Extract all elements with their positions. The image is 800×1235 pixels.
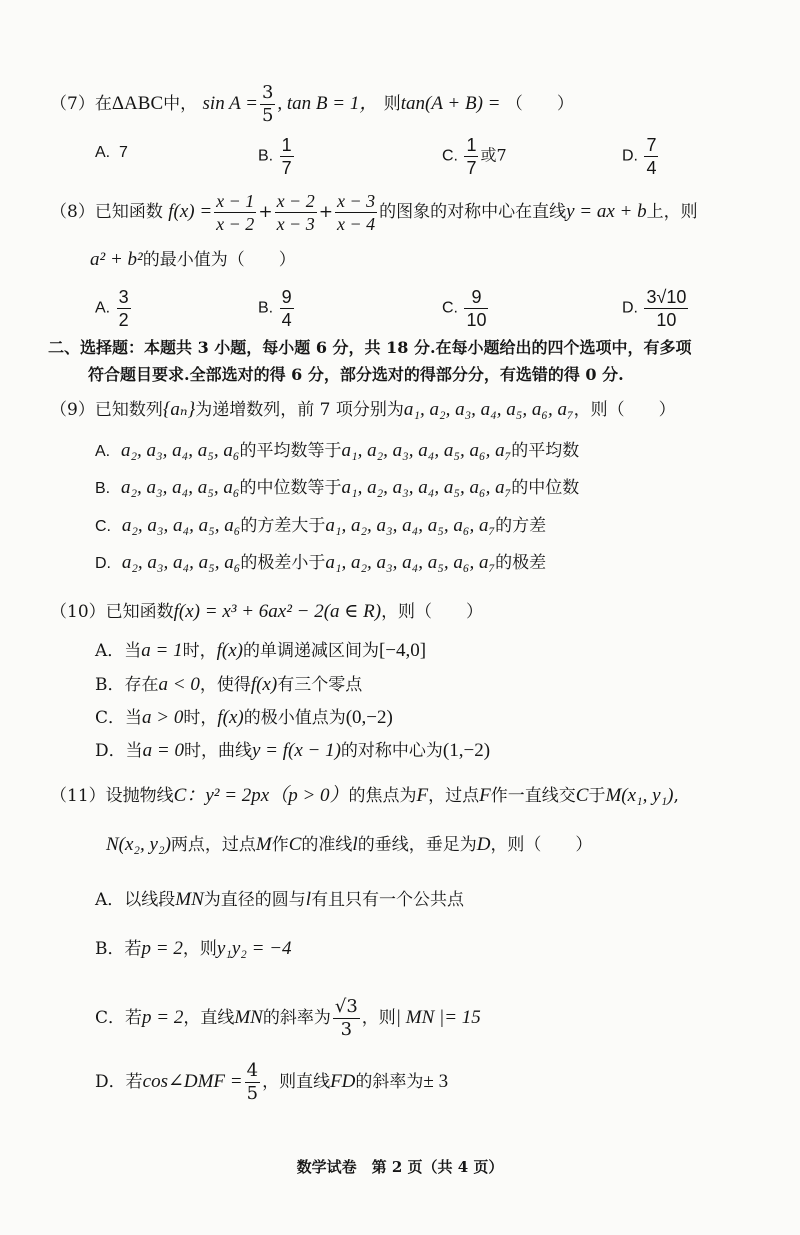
q8-option-c-fraction (464, 286, 488, 331)
q11-line2-a: 两点，过点 (170, 835, 256, 855)
q8-option-b-num: 9 (281, 287, 292, 307)
q8-option-b-fraction (280, 286, 294, 331)
q10-c-cond: a > 0 (142, 707, 184, 728)
q10-b-text: 有三个零点 (277, 675, 363, 695)
q10-c-val: (0,−2) (345, 707, 393, 728)
q8-option-c-den: 10 (466, 310, 487, 330)
q9-mid: 为递增数列，前 7 项分别为 (195, 400, 404, 420)
q7-prefix: （7）在 (50, 94, 112, 114)
q8-plus-2: + (318, 202, 333, 222)
q10-c-f: f(x) (217, 707, 244, 728)
q11-d-den: 5 (246, 1083, 259, 1104)
q11-c-MN: MN (234, 1007, 263, 1028)
q11-c-num: √3 (334, 996, 358, 1017)
q10-option-c (95, 708, 393, 727)
q7-tan-given: , tan B = 1， (277, 93, 379, 114)
q9-d-mid: 的极差小于 (240, 553, 326, 573)
q9-end: ，则（ ） (573, 400, 676, 420)
q9-option-b (95, 478, 579, 497)
q7-option-c-fraction (464, 134, 478, 179)
q9-option-d-label: D. (95, 555, 111, 572)
q11-a-prefix: A．以线段 (95, 890, 176, 910)
q8-end: 上，则 (646, 202, 698, 222)
q7-option-d (622, 134, 660, 179)
q7-sin-label: sin A = (202, 93, 258, 114)
q11-option-c (95, 996, 481, 1041)
q8-plus-1: + (258, 202, 273, 222)
q7-option-b-num: 1 (281, 135, 292, 155)
q8-fx: f(x) = (168, 201, 213, 222)
q8-line2-text: 的最小值为（ ） (142, 250, 296, 270)
q11-b-mid: ，则 (182, 939, 217, 959)
q10-a-f: f(x) (216, 640, 243, 661)
q9-c-mid: 的方差大于 (240, 516, 326, 536)
q8-stem-line2 (90, 250, 296, 269)
q7-stem (50, 82, 574, 127)
q11-c-fraction (333, 996, 360, 1041)
q8-option-d-fraction (644, 286, 688, 331)
q7-mid: 中， (163, 94, 198, 114)
q7-ask-text: 则 (383, 94, 401, 114)
q11-line2-d: 的垂线，垂足为 (357, 835, 477, 855)
q10-c-text: 的极小值点为 (243, 708, 346, 728)
q8-f1-num: x − 1 (216, 191, 255, 211)
q11-C3: C (288, 834, 302, 855)
q11-c-mid: ，直线 (183, 1008, 235, 1028)
q7-triangle: ΔABC (111, 93, 164, 114)
q11-focus-text: 的焦点为 (348, 786, 417, 806)
q11-d-val: ± 3 (423, 1071, 449, 1092)
q7-option-d-den: 4 (646, 158, 657, 178)
q11-line2-b: 作 (271, 835, 289, 855)
q10-option-a (95, 641, 426, 660)
q10-b-f: f(x) (250, 674, 278, 695)
q11-comma: , (673, 786, 679, 806)
q7-option-b (258, 134, 296, 179)
q7-option-c-den: 7 (466, 158, 477, 178)
q11-c-then: ，则 (361, 1008, 396, 1028)
q8-option-b-label: B. (258, 299, 274, 317)
q11-d-cos: cos∠DMF = (142, 1071, 243, 1092)
q11-b-expr: y₁y₂ = −4 (216, 938, 292, 959)
q8-mid: 的图象的对称中心在直线 (379, 202, 567, 222)
q11-F2: F (479, 785, 491, 806)
q9-c-terms5: a₂, a₃, a₄, a₅, a₆ (121, 515, 241, 536)
q11-d-mid: ，则直线 (262, 1072, 331, 1092)
q7-ask-expr: tan(A + B) = (400, 93, 501, 114)
q11-d-FD: FD (330, 1071, 356, 1092)
q11-b-prefix: B．若 (95, 939, 142, 959)
q10-a-val: [−4,0] (378, 640, 427, 661)
q11-c-text: 的斜率为 (262, 1008, 331, 1028)
q10-b-mid: ，使得 (199, 675, 251, 695)
q7-option-d-label: D. (622, 147, 638, 165)
q10-a-text: 的单调递减区间为 (242, 641, 379, 661)
q10-d-text: 的对称中心为 (340, 741, 443, 761)
q8-option-c-label: C. (442, 299, 458, 317)
q11-c-den: 3 (340, 1019, 353, 1040)
q11-option-d (95, 1060, 448, 1105)
q9-c-end: 的方差 (495, 516, 547, 536)
q11-option-a (95, 890, 464, 909)
q8-option-b-den: 4 (281, 310, 292, 330)
q11-c-p: p = 2 (142, 1007, 184, 1028)
q9-option-a (95, 441, 579, 460)
q10-option-d (95, 741, 490, 760)
q8-option-b (258, 286, 296, 331)
q8-fraction-2 (275, 190, 317, 235)
q7-sin-den: 5 (261, 105, 274, 126)
q9-option-d (95, 553, 546, 572)
q9-stem (50, 400, 676, 419)
q8-f3-num: x − 3 (336, 191, 376, 211)
q8-option-a (95, 286, 133, 331)
section-2-header-line2: 符合题目要求.全部选对的得 6 分，部分选对的得部分分，有选错的得 0 分. (88, 365, 624, 384)
q8-line2-expr: a² + b² (90, 249, 143, 270)
q9-prefix: （9）已知数列 (50, 400, 163, 420)
q10-fx: f(x) = x³ + 6ax² − 2(a ∈ R) (173, 601, 382, 622)
q11-line2-c: 的准线 (301, 835, 353, 855)
q11-stem-line2 (106, 835, 592, 854)
q11-F: F (416, 785, 429, 806)
q8-option-c (442, 286, 490, 331)
q11-D: D (476, 834, 491, 855)
q10-d-val: (1,−2) (442, 740, 491, 761)
q9-d-end: 的极差 (495, 553, 547, 573)
q11-line-text: 作一直线交 (490, 786, 576, 806)
q10-b-cond: a < 0 (158, 674, 200, 695)
q11-at: 于 (588, 786, 606, 806)
q9-d-terms7: a₁, a₂, a₃, a₄, a₅, a₆, a₇ (325, 552, 496, 573)
q10-d-mid: 时，曲线 (183, 741, 252, 761)
q11-M2: M (255, 834, 272, 855)
q10-d-cond: a = 0 (142, 740, 184, 761)
page-footer: 数学试卷 第 2 页（共 4 页） (296, 1158, 504, 1176)
q11-line2-e: ，则（ ） (490, 835, 593, 855)
q8-line-expr: y = ax + b (566, 201, 647, 222)
q11-a-MN: MN (175, 889, 204, 910)
q9-a-end: 的平均数 (511, 441, 580, 461)
q9-option-c-label: C. (95, 518, 111, 535)
q9-b-mid: 的中位数等于 (239, 478, 342, 498)
q10-a-mid: 时， (182, 641, 217, 661)
q11-l: l (352, 834, 358, 855)
q8-option-a-label: A. (95, 299, 111, 317)
q11-d-text: 的斜率为 (355, 1072, 424, 1092)
q10-d-curve: y = f(x − 1) (251, 740, 341, 761)
q7-option-c-label: C. (442, 147, 458, 165)
q7-option-a (95, 145, 128, 161)
q7-option-d-fraction (644, 134, 658, 179)
q8-f3-den: x − 4 (336, 214, 376, 234)
q11-c-prefix: C．若 (95, 1008, 143, 1028)
q8-f2-num: x − 2 (276, 191, 315, 211)
q8-f1-den: x − 2 (216, 214, 255, 234)
q9-a-terms5: a₂, a₃, a₄, a₅, a₆ (120, 440, 240, 461)
q7-option-b-fraction (280, 134, 294, 179)
q8-option-c-num: 9 (464, 286, 488, 309)
q11-C2: C (575, 785, 589, 806)
q11-a-end: 有且只有一个公共点 (311, 890, 465, 910)
q9-a-mid: 的平均数等于 (239, 441, 342, 461)
q11-d-fraction (245, 1060, 260, 1105)
q10-d-prefix: D．当 (95, 741, 143, 761)
q7-sin-fraction (260, 82, 275, 127)
q8-option-a-num: 3 (118, 287, 129, 307)
q7-option-c-num: 1 (466, 135, 477, 155)
q8-option-d-num: 3√10 (646, 287, 687, 307)
q9-seq: {aₙ} (162, 399, 196, 420)
q11-eq: y² = 2px (205, 785, 270, 806)
q11-through: ，过点 (428, 786, 480, 806)
q9-option-a-label: A. (95, 443, 111, 460)
q10-a-prefix: A．当 (95, 641, 142, 661)
q8-f2-den: x − 3 (276, 214, 315, 234)
q10-a-cond: a = 1 (141, 640, 183, 661)
q7-option-a-value: 7 (119, 144, 128, 161)
q8-option-d-den: 10 (656, 310, 677, 330)
q10-stem (50, 602, 483, 621)
q10-c-prefix: C．当 (95, 708, 143, 728)
q9-option-c (95, 516, 546, 535)
q10-end: ，则（ ） (381, 602, 484, 622)
q10-option-b (95, 675, 362, 694)
q8-option-a-fraction (117, 286, 131, 331)
q11-cond: （p > 0） (269, 785, 349, 806)
section-2-header-line1: 二、选择题：本题共 3 小题，每小题 6 分，共 18 分.在每小题给出的四个选项中，有多项 (48, 338, 692, 357)
q11-option-b (95, 939, 292, 958)
q9-b-end: 的中位数 (511, 478, 580, 498)
q7-paren: （ ） (505, 94, 574, 114)
q9-option-b-label: B. (95, 480, 111, 497)
q11-d-num: 4 (246, 1060, 259, 1081)
q8-fraction-1 (214, 190, 256, 235)
q8-option-d (622, 286, 690, 331)
q7-option-c-suffix: 或7 (480, 145, 507, 165)
q8-stem (50, 190, 698, 235)
q11-c-expr: | MN |= 15 (395, 1007, 481, 1028)
q9-d-terms5: a₂, a₃, a₄, a₅, a₆ (121, 552, 241, 573)
q7-option-c (442, 134, 507, 179)
q11-prefix: （11）设抛物线 (50, 786, 174, 806)
q8-option-a-den: 2 (118, 310, 129, 330)
q11-b-p: p = 2 (141, 938, 183, 959)
q7-option-b-den: 7 (281, 158, 292, 178)
q10-prefix: （10）已知函数 (50, 602, 174, 622)
q9-terms7: a₁, a₂, a₃, a₄, a₅, a₆, a₇ (403, 399, 574, 420)
q8-prefix: （8）已知函数 (50, 202, 163, 222)
q11-stem (50, 786, 679, 805)
q11-d-prefix: D．若 (95, 1072, 143, 1092)
q9-a-terms7: a₁, a₂, a₃, a₄, a₅, a₆, a₇ (341, 440, 512, 461)
q7-option-a-label: A. (95, 144, 111, 161)
q11-N: N(x₂, y₂) (106, 834, 171, 855)
q9-b-terms5: a₂, a₃, a₄, a₅, a₆ (120, 477, 240, 498)
q9-c-terms7: a₁, a₂, a₃, a₄, a₅, a₆, a₇ (325, 515, 496, 536)
q7-option-b-label: B. (258, 147, 274, 165)
q10-c-mid: 时， (183, 708, 218, 728)
q10-b-prefix: B．存在 (95, 675, 159, 695)
q8-option-d-label: D. (622, 299, 638, 317)
q7-option-d-num: 7 (646, 135, 657, 155)
q11-M: M(x₁, y₁) (605, 785, 674, 806)
q11-a-l: l (305, 889, 312, 910)
q8-fraction-3 (335, 190, 377, 235)
q7-sin-num: 3 (261, 82, 274, 103)
q11-C: C： (173, 785, 206, 806)
q11-a-mid: 为直径的圆与 (203, 890, 306, 910)
q9-b-terms7: a₁, a₂, a₃, a₄, a₅, a₆, a₇ (341, 477, 512, 498)
